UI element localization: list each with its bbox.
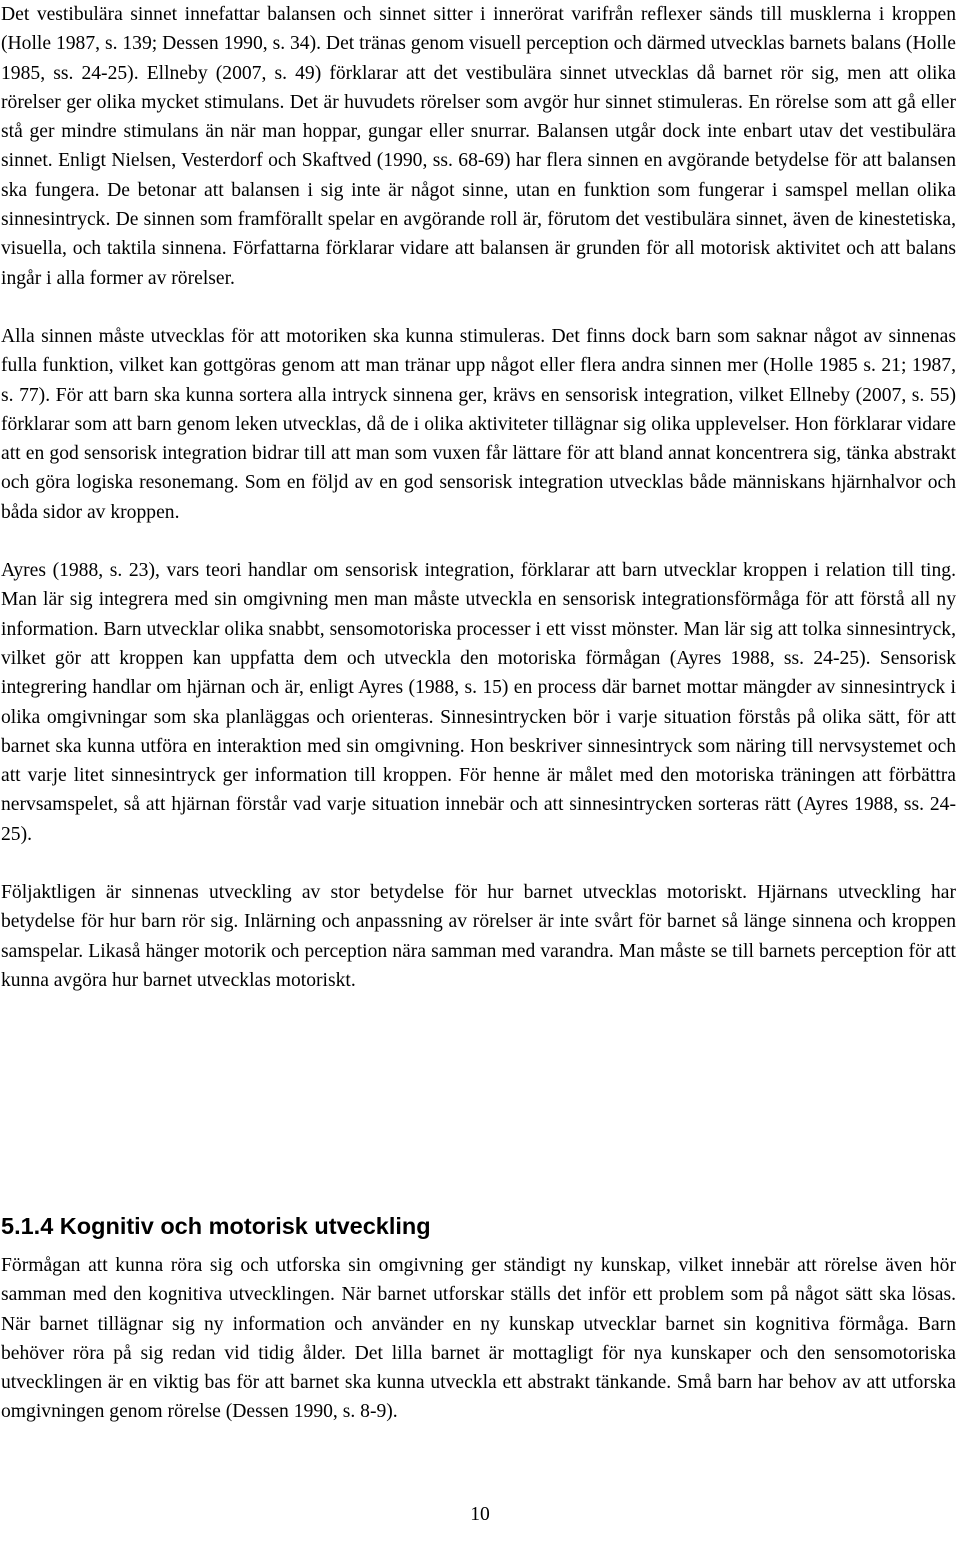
body-paragraph: Det vestibulära sinnet innefattar balansen och sinnet sitter i innerörat varifrån reflexer sänds till musklerna i kroppen (Holle 1987, s. 139; Dessen 1990, s. 34). Det tränas genom visuell perception och därmed utvecklas barnets balans (Holle 1985, ss. 24-25). Ellneby (2007, s. 49) förklarar att det vestibulära sinnet utvecklas då barnet rör sig, men att olika rörelser ger olika mycket stimulans. Det är huvudets rörelser som avgör hur sinnet stimuleras. En rörelse som att gå eller stå ger mindre stimulans än när man hoppar, gungar eller snurrar. Balansen utgår dock inte enbart utav det vestibulära sinnet. Enligt Nielsen, Vesterdorf och Skaftved (1990, ss. 68-69) har flera sinnen en avgörande betydelse för att balansen ska fungera. De betonar att balansen i sig inte är något sinne, utan en funktion som fungerar i samspel mellan olika sinnesintryck. De sinnen som framförallt spelar en avgörande roll är, förutom det vestibulära sinnet, även de kinestetiska, visuella, och taktila sinnena. Författarna förklarar vidare att balansen är grunden för all motorisk aktivitet och att balans ingår i alla former av rörelser. bbox=[1, 4, 956, 289]
body-paragraph: Alla sinnen måste utvecklas för att motoriken ska kunna stimuleras. Det finns dock barn som saknar något av sinnenas fulla funktion, vilket kan gottgöras genom att man tränar upp något eller flera andra sinnen mer (Holle 1985 s. 21; 1987, s. 77). För att barn ska kunna sortera alla intryck sinnena ger, krävs en sensorisk integration, vilket Ellneby (2007, s. 55) förklarar som att barn genom leken utvecklas, då de i olika aktiviteter tillägnar sig olika upplevelser. Hon förklarar vidare att en god sensorisk integration bidrar till att man som vuxen får lättare för att bland annat koncentrera sig, tänka abstrakt och göra logiska resonemang. Som en följd av en god sensorisk integration utvecklas både människans hjärnhalvor och båda sidor av kroppen. bbox=[1, 325, 956, 523]
page-number: 10 bbox=[470, 1504, 490, 1525]
body-paragraph: Ayres (1988, s. 23), vars teori handlar om sensorisk integration, förklarar att barn utvecklar kroppen i relation till ting. Man lär sig integrera med sin omgivning men man måste utveckla en sensorisk integrationsförmåga för att förstå all ny information. Barn utvecklar olika snabbt, sensomotoriska processer i ett visst mönster. Man lär sig att tolka sinnesintryck, vilket gör att kroppen kan uppfatta dem och utveckla den motoriska förmågan (Ayres 1988, ss. 24-25). Sensorisk integrering handlar om hjärnan och är, enligt Ayres (1988, s. 15) en process där barnet mottar mängder av sinnesintryck i olika omgivningar som ska planläggas och orienteras. Sinnesintrycken bör i varje situation förstås på olika sätt, för att barnet ska kunna utföra en interaktion med sin omgivning. Hon beskriver sinnesintryck som näring till nervsystemet och att varje litet sinnesintryck ger information till kroppen. För henne är målet med den motoriska träningen att förbättra nervsamspelet, så att hjärnan förstår vad varje situation innebär och att sinnesintrycken sorteras rätt (Ayres 1988, ss. 24-25). bbox=[1, 560, 956, 845]
section-paragraph: Förmågan att kunna röra sig och utforska sin omgivning ger ständigt ny kunskap, vilket innebär att rörelse även hör samman med den kognitiva utvecklingen. När barnet utforskar ställs det inför ett problem som på något sätt ska lösas. När barnet tillägnar sig ny information och använder en ny kunskap utvecklar barnet sin kognitiva förmåga. Barn behöver röra på sig redan vid tidig ålder. Det lilla barnet är mottagligt för nya kunskaper och den sensomotoriska utvecklingen är en viktig bas för att barnet ska kunna utveckla ett abstrakt tänkande. Små barn har behov av att utforska omgivningen genom rörelse (Dessen 1990, s. 8-9). bbox=[1, 1255, 956, 1423]
section-heading: 5.1.4 Kognitiv och motorisk utveckling bbox=[1, 1213, 431, 1239]
body-paragraph: Följaktligen är sinnenas utveckling av stor betydelse för hur barnet utvecklas motoriskt. Hjärnans utveckling har betydelse för hur barn rör sig. Inlärning och anpassning av rörelser är inte svårt för barnet så länge sinnena och kroppen samspelar. Likaså hänger motorik och perception nära samman med varandra. Man måste se till barnets perception för att kunna avgöra hur barnet utvecklas motoriskt. bbox=[1, 882, 956, 991]
